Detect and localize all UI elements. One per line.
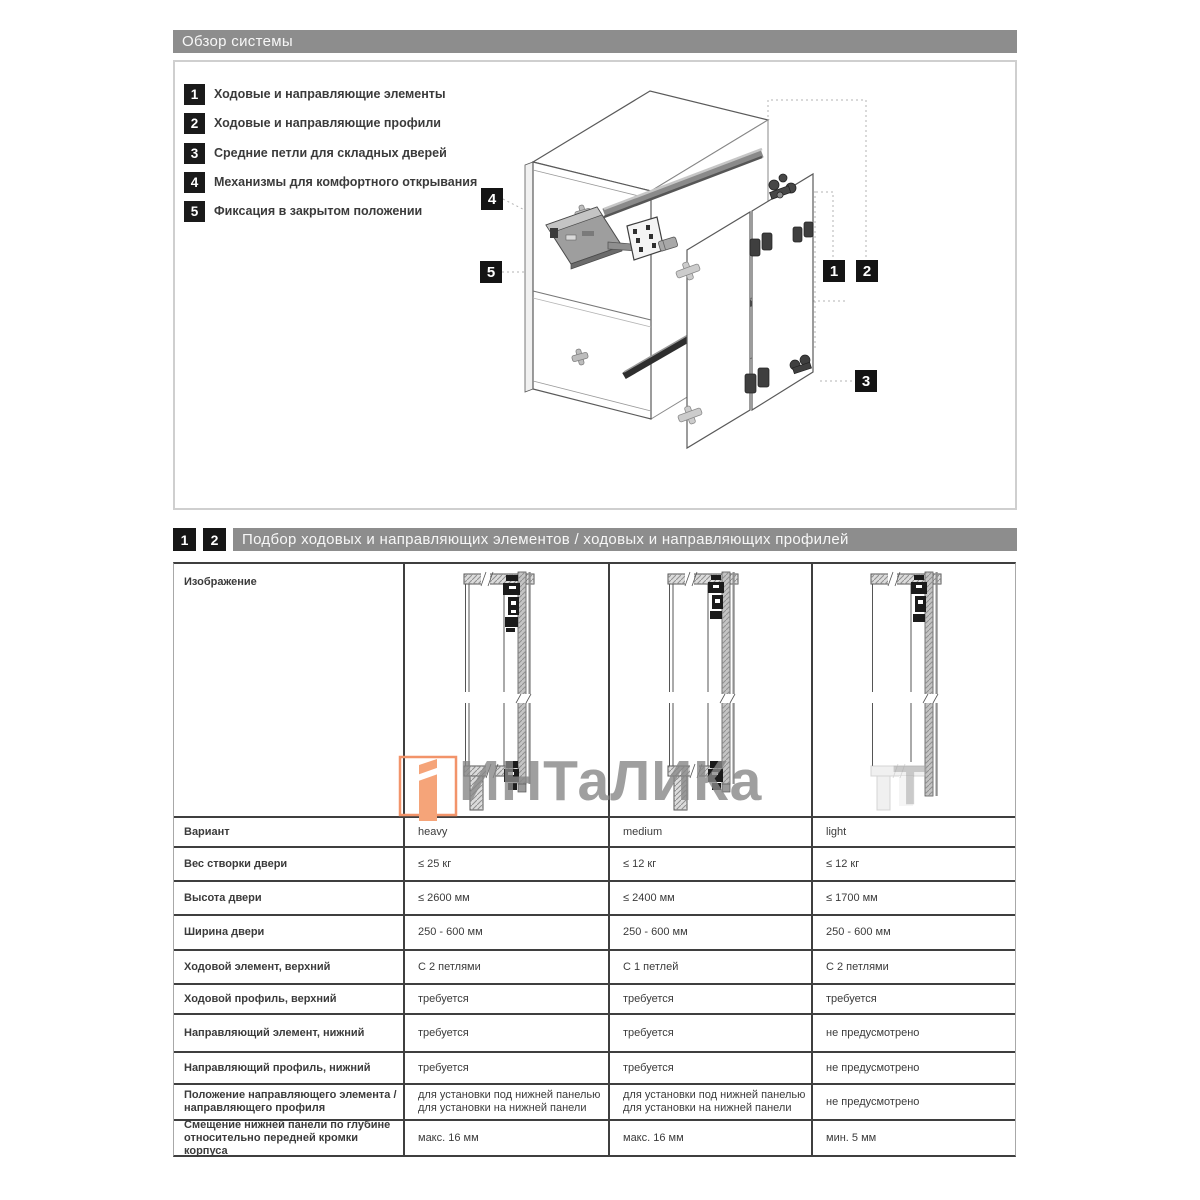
watermark-partial-letter: Т: [893, 753, 928, 816]
cell-heavy: требуется: [418, 1061, 469, 1074]
legend-label-1: Ходовые и направляющие элементы: [214, 87, 446, 101]
legend-num-1: 1: [184, 84, 205, 105]
section2-header-bar: Подбор ходовых и направляющих элементов / ходовых и направляющих профилей: [233, 528, 1017, 551]
lower-panel-faded: [871, 764, 925, 810]
cell-light: С 2 петлями: [826, 960, 889, 973]
cross-section-medium-cell: [610, 564, 813, 816]
diagram-label-1: 1: [829, 263, 839, 280]
cell-medium: требуется: [623, 1061, 674, 1074]
cell-light: не предусмотрено: [826, 1095, 920, 1108]
cell-medium: для установки под нижней панелью: [623, 1089, 806, 1101]
cell-light: не предусмотрено: [826, 1061, 920, 1074]
table-row-door-width: [174, 916, 1015, 951]
cell-medium: 250 - 600 мм: [623, 926, 688, 938]
section1-header-bar: Обзор системы: [173, 30, 1017, 53]
cell-medium: требуется: [623, 1026, 674, 1039]
table-row-lower-profile: [174, 1053, 1015, 1085]
cell-heavy: для установки под нижней панелью: [418, 1089, 601, 1101]
cell-light: требуется: [826, 992, 877, 1005]
cell-heavy: 250 - 600 мм: [418, 926, 483, 938]
cell-heavy-line2: для установки на нижней панели: [418, 1102, 587, 1114]
cell-medium: С 1 петлей: [623, 960, 679, 973]
cell-medium: ≤ 2400 мм: [623, 891, 675, 904]
legend-num-4: 4: [184, 172, 205, 193]
cell-heavy: ≤ 2600 мм: [418, 891, 470, 904]
cell-light: ≤ 1700 мм: [826, 891, 878, 904]
cell-medium: макс. 16 мм: [623, 1131, 684, 1144]
legend-num-3: 3: [184, 143, 205, 164]
row-label: Положение направляющего элемента /: [184, 1089, 397, 1101]
cell-heavy: требуется: [418, 1026, 469, 1039]
cell-medium: требуется: [623, 992, 674, 1005]
cell-light: light: [826, 825, 847, 838]
cross-section-medium: [666, 570, 756, 815]
cell-light: ≤ 12 кг: [826, 857, 860, 870]
overview-box: [173, 60, 1017, 510]
cross-section-heavy: [462, 570, 552, 815]
legend-label-2: Ходовые и направляющие профили: [214, 116, 441, 130]
table-row-guide-position: [174, 1085, 1015, 1121]
row-label: Направляющий профиль, нижний: [184, 1061, 371, 1074]
row-label: Ширина двери: [184, 926, 265, 938]
cross-section-heavy-cell: [405, 564, 610, 816]
cell-heavy: макс. 16 мм: [418, 1131, 479, 1144]
cell-light: 250 - 600 мм: [826, 926, 891, 938]
selection-table: [173, 562, 1016, 1157]
diagram-label-4: 4: [487, 191, 497, 208]
cell-heavy: С 2 петлями: [418, 960, 481, 973]
row-label: Вес створки двери: [184, 857, 288, 870]
cell-medium: medium: [623, 825, 663, 838]
legend-num-2: 2: [184, 113, 205, 134]
section2-num-2: 2: [203, 528, 226, 551]
row-label: Высота двери: [184, 891, 262, 904]
legend-label-4: Механизмы для комфортного открывания: [214, 175, 478, 189]
legend-label-3: Средние петли для складных дверей: [214, 146, 447, 160]
lower-element-section: [504, 761, 519, 790]
upper-element-section: [911, 575, 927, 622]
row-label: Вариант: [184, 825, 230, 838]
cell-medium: ≤ 12 кг: [623, 857, 657, 870]
table-row-bottom-panel-offset: [174, 1118, 1015, 1157]
row-label-line2: направляющего профиля: [184, 1102, 326, 1114]
watermark-text: ИНТаЛИКа: [459, 749, 763, 813]
lower-element-section: [708, 761, 723, 790]
cell-medium-line2: для установки на нижней панели: [623, 1102, 792, 1114]
row-label: Смещение нижней панели по глубине: [184, 1118, 391, 1131]
image-row-label: Изображение: [174, 564, 405, 816]
diagram-label-3: 3: [861, 373, 871, 390]
table-row-lower-element: [174, 1015, 1015, 1053]
legend-num-5: 5: [184, 201, 205, 222]
table-row-image: [174, 564, 1015, 818]
cell-heavy: ≤ 25 кг: [418, 857, 452, 870]
cross-section-light-cell: [813, 564, 1015, 816]
row-label-line2: относительно передней кромки корпуса: [184, 1131, 358, 1157]
diagram-label-2: 2: [862, 263, 872, 280]
table-row-door-height: [174, 882, 1015, 916]
table-row-variant: [174, 818, 1015, 848]
cell-light: не предусмотрено: [826, 1026, 920, 1039]
table-row-upper-element: [174, 951, 1015, 985]
cell-heavy: требуется: [418, 992, 469, 1005]
cell-heavy: heavy: [418, 825, 448, 838]
cell-light: мин. 5 мм: [826, 1131, 877, 1144]
cabinet-exploded-diagram: [470, 79, 1030, 519]
row-label: Направляющий элемент, нижний: [184, 1026, 365, 1039]
legend-label-5: Фиксация в закрытом положении: [214, 204, 423, 218]
cross-section-light: [869, 570, 959, 815]
section2-num-1: 1: [173, 528, 196, 551]
diagram-label-5: 5: [486, 264, 496, 281]
table-row-door-weight: [174, 848, 1015, 882]
row-label: Ходовой профиль, верхний: [184, 992, 337, 1005]
row-label: Ходовой элемент, верхний: [184, 960, 331, 973]
table-row-upper-profile: [174, 985, 1015, 1015]
